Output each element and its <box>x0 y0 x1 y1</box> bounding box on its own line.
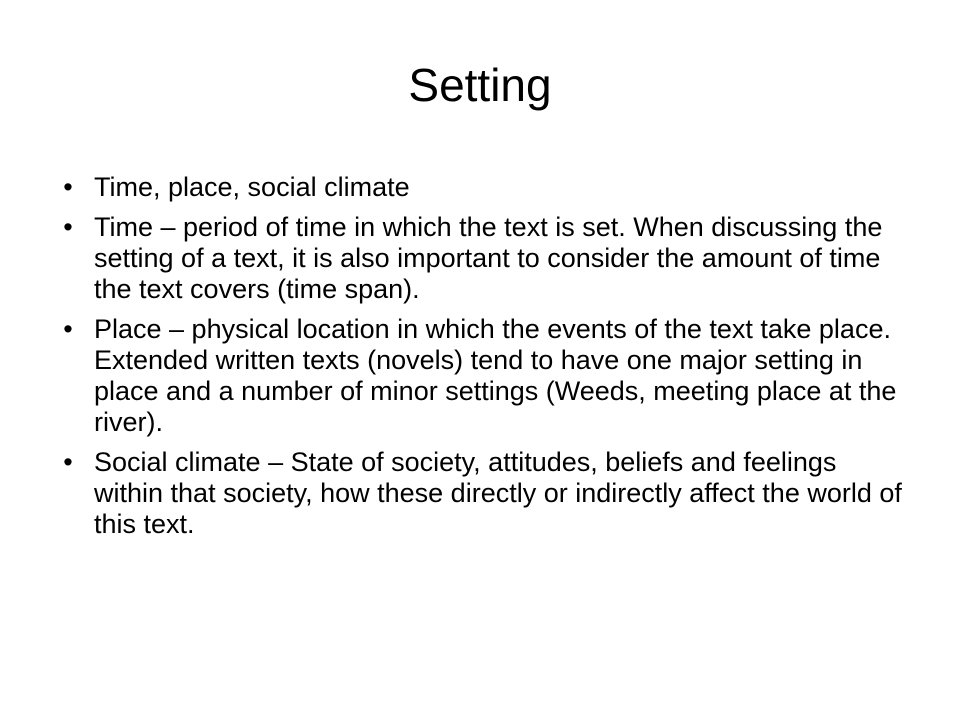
bullet-text: Time, place, social climate <box>94 172 410 202</box>
bullet-text: Place – physical location in which the events of the text take place. Extended written texts (novels) tend to have one major setting in place and a number of minor settings (Weeds, meeting place at the river). <box>94 314 897 437</box>
bullet-icon: • <box>63 172 73 202</box>
bullet-icon: • <box>63 447 73 477</box>
bullet-icon: • <box>63 212 73 242</box>
bullet-item-place <box>58 314 910 438</box>
bullet-text: Time – period of time in which the text is set. When discussing the setting of a text, it is also important to consider the amount of time the text covers (time span). <box>94 212 883 304</box>
bullet-list <box>58 172 910 549</box>
bullet-item-social-climate-summary <box>58 172 910 203</box>
slide-title: Setting <box>408 59 552 111</box>
bullet-icon: • <box>63 314 73 344</box>
bullet-item-time <box>58 212 910 305</box>
bullet-item-social-climate <box>58 447 910 540</box>
bullet-text: Social climate – State of society, attitudes, beliefs and feelings within that society, how these directly or indirectly affect the world of this text. <box>94 447 902 539</box>
